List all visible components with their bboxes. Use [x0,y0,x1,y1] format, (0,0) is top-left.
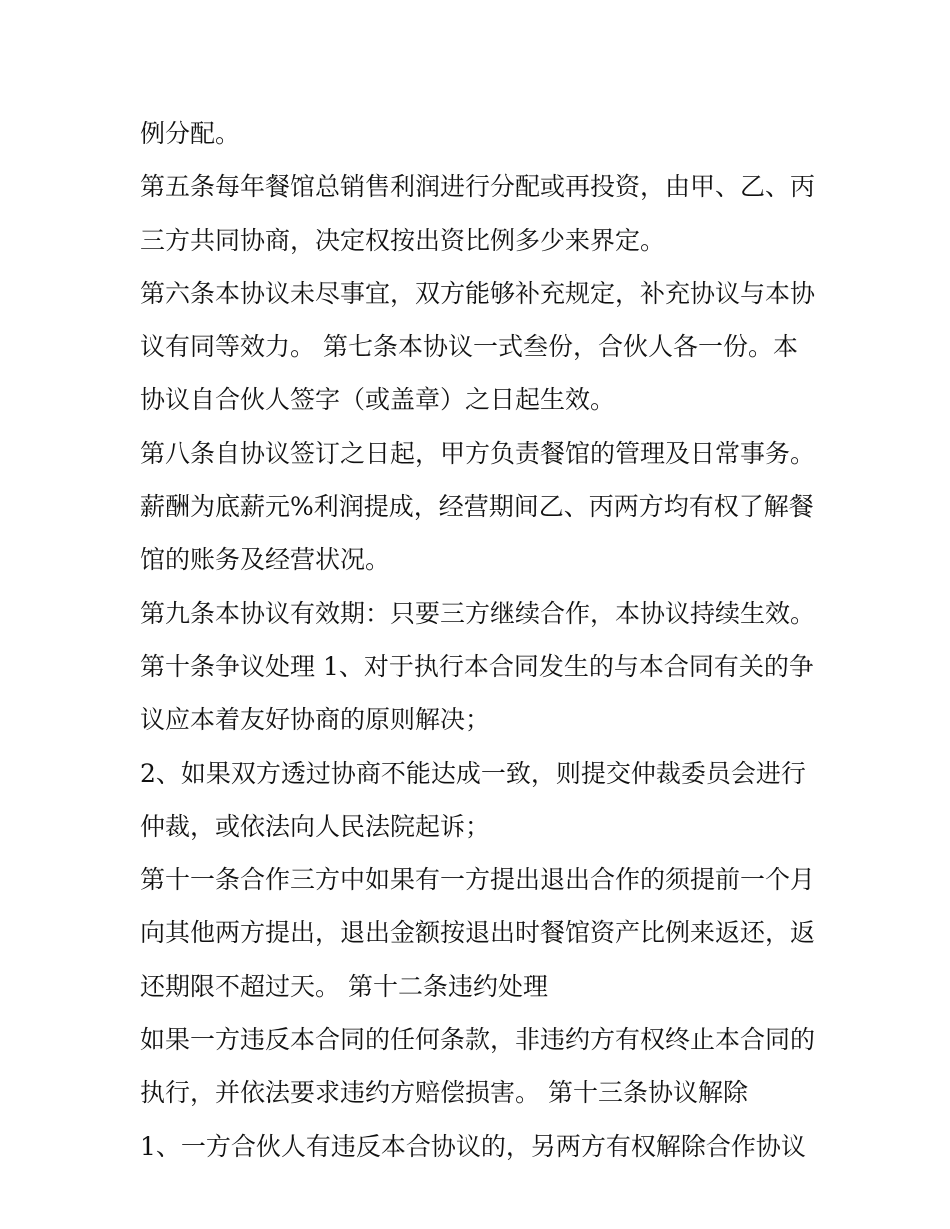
text-line: 第十一条合作三方中如果有一方提出退出合作的须提前一个月 [140,865,816,895]
text-line: 仲裁，或依法向人民法院起诉； [140,811,491,841]
text-line: 第九条本协议有效期：只要三方继续合作，本协议持续生效。 [140,598,816,628]
text-line: 第五条每年餐馆总销售利润进行分配或再投资，由甲、乙、丙 [140,172,816,202]
text-line: 例分配。 [140,119,241,148]
text-line: 向其他两方提出，退出金额按退出时餐馆资产比例来返还，返 [140,918,816,948]
text-line: 还期限不超过天。 第十二条违约处理 [140,971,548,1001]
document-body [140,107,830,1173]
text-line: 执行，并依法要求违约方赔偿损害。 第十三条协议解除 [140,1078,748,1108]
text-line: 第八条自协议签订之日起，甲方负责餐馆的管理及日常事务。 [140,438,816,468]
text-line: 协议自合伙人签字（或盖章）之日起生效。 [140,385,616,415]
text-line: 薪酬为底薪元%利润提成，经营期间乙、丙两方均有权了解餐 [140,492,814,522]
text-line: 三方共同协商，决定权按出资比例多少来界定。 [140,225,666,255]
text-line: 馆的账务及经营状况。 [140,545,391,575]
text-line: 2、如果双方透过协商不能达成一致，则提交仲裁委员会进行 [140,758,806,788]
text-line: 议有同等效力。 第七条本协议一式叁份，合伙人各一份。本 [140,332,798,362]
text-line: 第六条本协议未尽事宜，双方能够补充规定，补充协议与本协 [140,278,816,308]
text-line: 议应本着友好协商的原则解决； [140,705,491,735]
text-line: 1、一方合伙人有违反本合协议的，另两方有权解除合作协议 [140,1131,806,1161]
text-line: 第十条争议处理 1、对于执行本合同发生的与本合同有关的争 [140,651,814,681]
text-line: 如果一方违反本合同的任何条款，非违约方有权终止本合同的 [140,1025,816,1055]
